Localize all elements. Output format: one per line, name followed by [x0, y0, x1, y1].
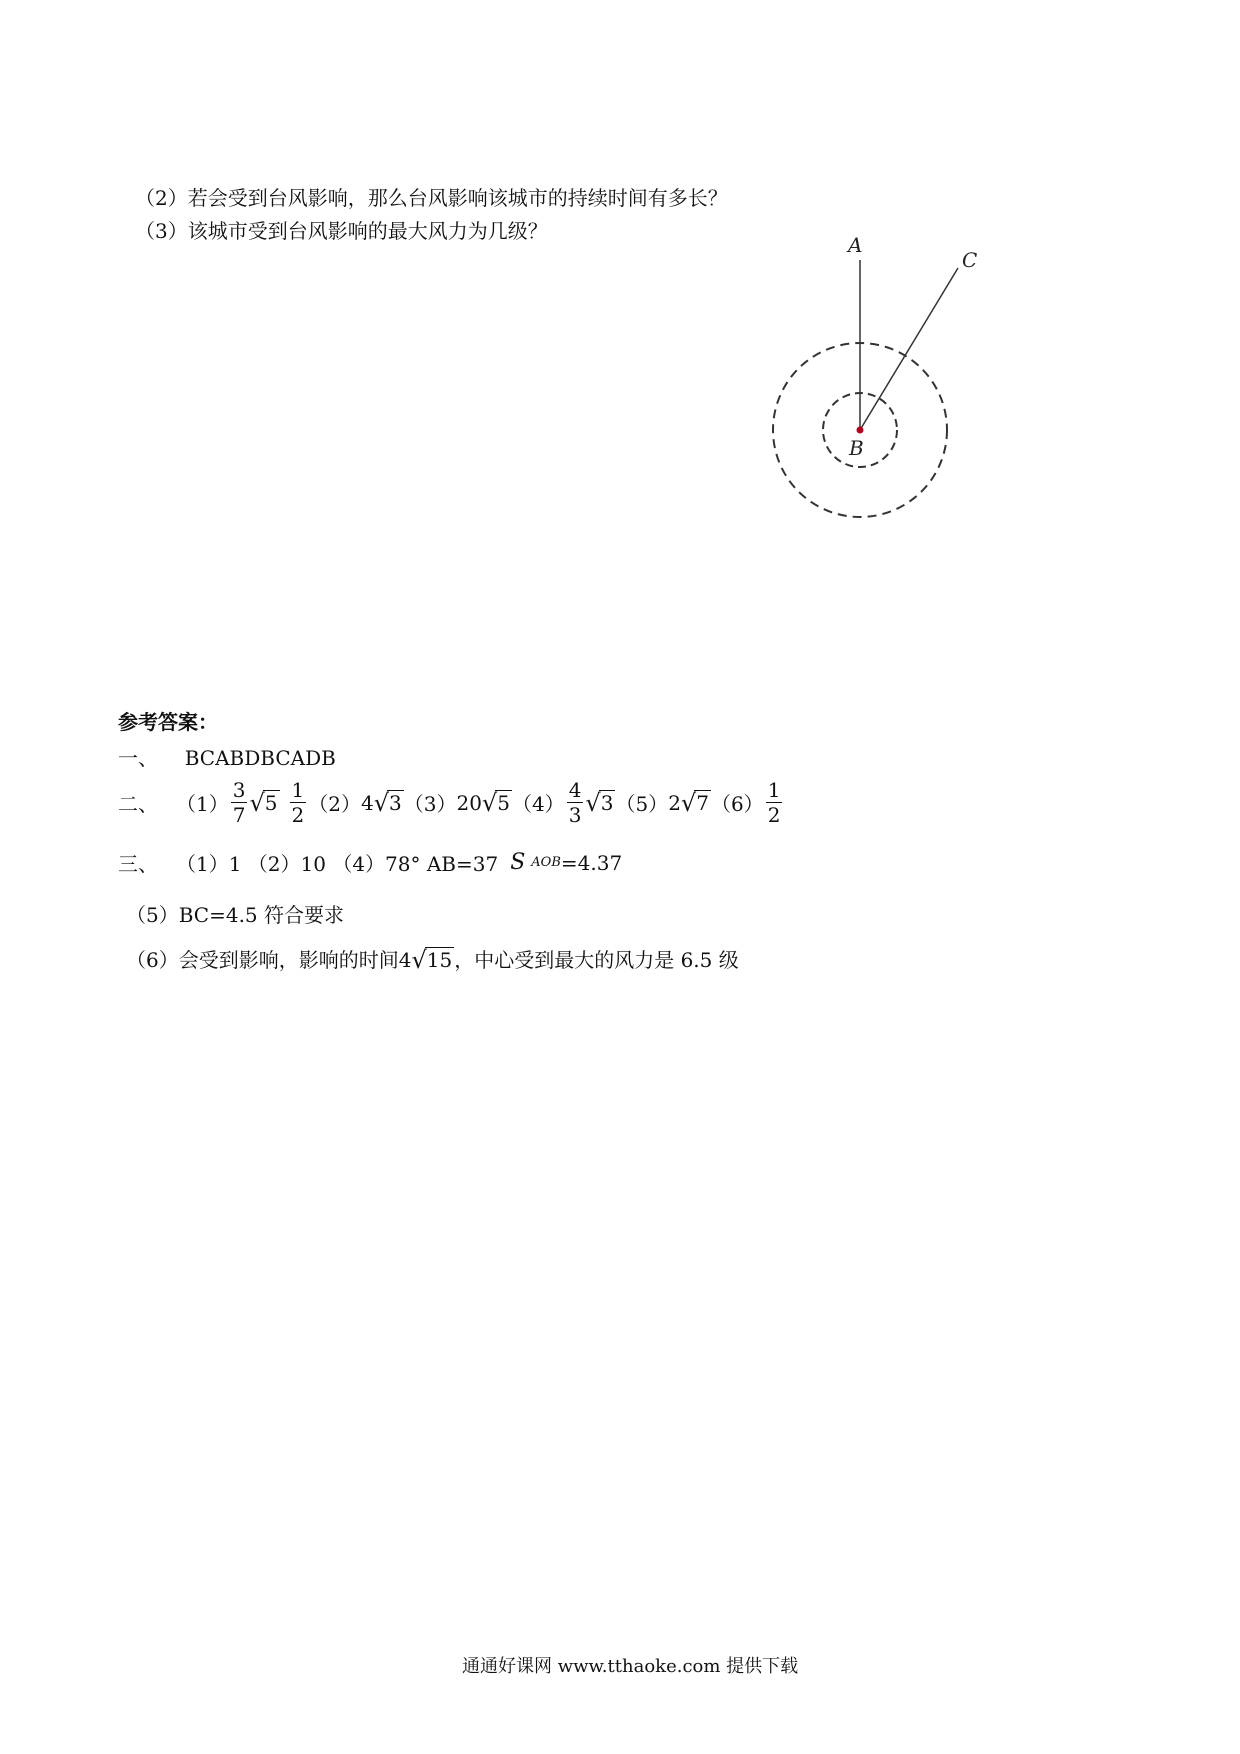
section-1-text: BCABDBCADB [184, 746, 336, 770]
label-c: C [962, 248, 978, 272]
sqrt-3: √3 [585, 789, 614, 817]
two-sqrt-7: 2√7 [668, 789, 709, 817]
question-2: （2）若会受到台风影响，那么台风影响该城市的持续时间有多长？ [135, 186, 728, 210]
point-b [857, 427, 864, 434]
footer-text: 通通好课网 www.tthaoke.com 提供下载 [462, 1656, 799, 1677]
label-a: A [848, 233, 863, 257]
four-sqrt-3: 4√3 [360, 789, 402, 817]
sqrt-5: √5 [249, 789, 278, 817]
s2-part-3-label: （3） [403, 791, 457, 816]
section-2-prefix: 二、 [118, 791, 158, 816]
area-subscript: AOB [531, 855, 561, 870]
fraction-1-2: $\frac{1}{2}$ [291, 777, 305, 827]
line-bc [860, 268, 958, 430]
answer-5: （5）BC=4.5 符合要求 [126, 903, 345, 927]
s2-part-6-label: （6） [710, 791, 764, 816]
section-3-prefix: 三、 [118, 852, 158, 876]
answer-6 [126, 944, 739, 973]
area-symbol: S [510, 850, 526, 875]
answer-6-after: ，中心受到最大的风力是 6.5 级 [454, 948, 739, 972]
question-3: （3）该城市受到台风影响的最大风力为几级？ [135, 219, 548, 243]
answers-heading: 参考答案： [118, 710, 218, 734]
section-3-text: （1）1 （2）10 （4）78° AB=37 [176, 852, 499, 876]
area-value: =4.37 [560, 850, 623, 875]
fraction-3-7: $\frac{3}{7}$ [232, 777, 246, 827]
section-1-prefix: 一、 [118, 746, 158, 770]
answers-section-1 [118, 742, 336, 771]
answers-section-2 [118, 772, 784, 832]
s2-part-1-label: （1） [176, 791, 229, 816]
s2-part-5-label: （5） [615, 791, 669, 816]
fraction-1-2-b: $\frac{1}{2}$ [767, 777, 781, 827]
four-sqrt-15: 4√15 [398, 945, 453, 974]
s2-part-2-label: （2） [308, 791, 361, 816]
s2-part-4-label: （4） [511, 791, 565, 816]
typhoon-diagram [760, 230, 990, 530]
twenty-sqrt-5: 20√5 [456, 789, 510, 817]
label-b: B [849, 436, 864, 460]
answers-section-3 [118, 848, 622, 877]
answer-6-before: （6）会受到影响，影响的时间 [126, 948, 399, 972]
fraction-4-3: $\frac{4}{3}$ [568, 777, 582, 827]
